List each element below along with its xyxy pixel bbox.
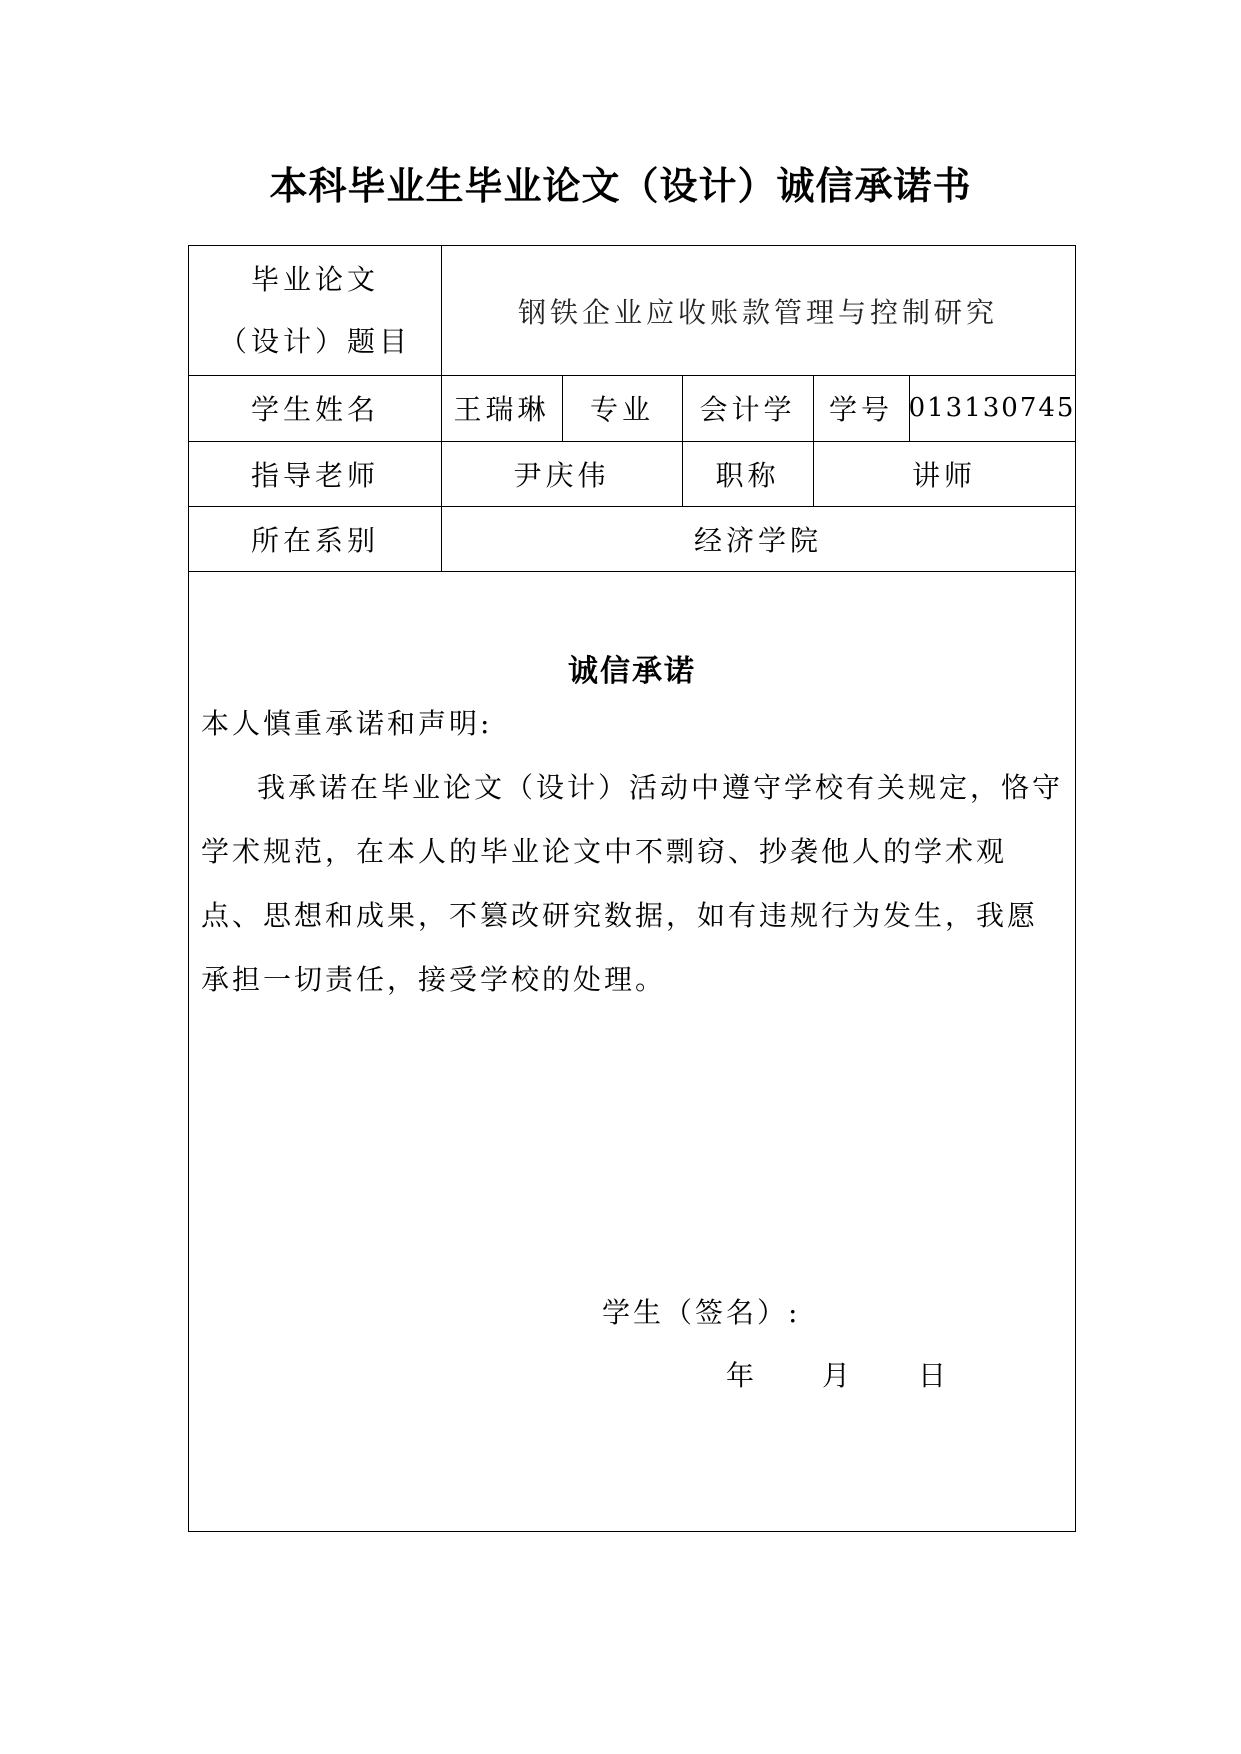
major-value: 会计学 <box>699 393 796 426</box>
advisor-value: 尹庆伟 <box>513 458 610 492</box>
student-id-value: 013130745 <box>908 393 1076 423</box>
student-name-label: 学生姓名 <box>250 393 379 426</box>
thesis-title-label-line1: 毕业论文 <box>250 262 379 296</box>
thesis-title-value: 钢铁企业应收账款管理与控制研究 <box>517 295 998 329</box>
advisor-label: 指导老师 <box>250 458 379 492</box>
advisor-title-value: 讲师 <box>911 458 976 492</box>
major-label: 专业 <box>589 393 654 426</box>
advisor-title-label: 职称 <box>715 458 780 492</box>
thesis-title-label <box>189 246 441 375</box>
document-title: 本科毕业生毕业论文（设计）诚信承诺书 <box>269 164 972 208</box>
pledge-table <box>188 245 1076 1532</box>
student-id-label: 学号 <box>828 393 893 426</box>
department-value: 经济学院 <box>693 523 822 557</box>
date-month-label: 月 <box>822 1359 851 1392</box>
pledge-heading: 诚信承诺 <box>568 654 696 689</box>
department-label: 所在系别 <box>250 523 379 557</box>
row-divider <box>189 571 1075 572</box>
date-day-label: 日 <box>918 1359 947 1392</box>
signature-label: 学生（签名）: <box>602 1296 801 1329</box>
pledge-body: 我承诺在毕业论文（设计）活动中遵守学校有关规定，恪守学术规范，在本人的毕业论文中不剽窃、抄袭他人的学术观点、思想和成果，不篡改研究数据，如有违规行为发生，我愿承担一切责任，接受学校的处理。 <box>201 771 1064 996</box>
date-year-label: 年 <box>726 1359 755 1392</box>
thesis-title-label-line2: （设计）题目 <box>218 324 411 358</box>
student-name-value: 王瑞琳 <box>453 393 550 426</box>
pledge-intro: 本人慎重承诺和声明: <box>201 707 493 740</box>
